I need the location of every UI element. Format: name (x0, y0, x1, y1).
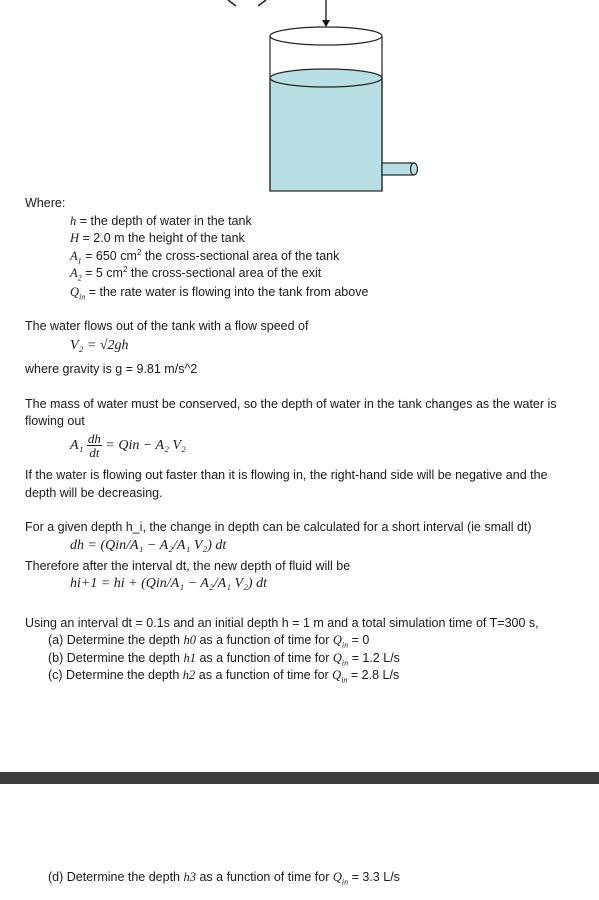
definition-A1: $A_1 = 650$ $cm^2$ the cross-sectional area of the tank (70, 247, 340, 266)
mass-text-2: flowing out (25, 414, 85, 428)
task-c: (c) Determine the depth h2 as a function of time for $Q_{in} = 2.8$ L/s (48, 668, 400, 685)
definition-h: h = the depth of water in the tank (70, 214, 252, 228)
therefore-text: Therefore after the interval dt, the new depth of fluid will be (25, 559, 351, 573)
task-d: (d) Determine the depth h3 as a function of time for $Q_{in} = 3.3$ L/s (48, 870, 400, 887)
flow-text: The water flows out of the tank with a flow speed of (25, 319, 309, 333)
using-text: Using an interval dt = 0.1s and an initial depth h = 1 m and a total simulation time of T=300 s, (25, 616, 539, 630)
equation-v2: V₂ = √2gh (70, 338, 129, 353)
page-divider (0, 772, 599, 784)
task-a: (a) Determine the depth h0 as a function of time for $Q_{in} = 0$ (48, 633, 370, 650)
tank-diagram (0, 0, 599, 200)
definition-Qin: $Q_{in}$ = the rate water is flowing into the tank from above (70, 285, 369, 302)
cropped-figure-edge (228, 0, 266, 6)
mass-text-1: The mass of water must be conserved, so the depth of water in the tank changes as the water is (25, 397, 557, 411)
definition-A2: $A_2 = 5$ $cm^2$ the cross-sectional area of the exit (70, 264, 322, 283)
equation-mass: A₁ $\frac{dh}{dt}$ = Qin − A₂ V₂ (70, 431, 186, 460)
given-text: For a given depth h_i, the change in depth can be calculated for a short interval (ie small dt) (25, 520, 532, 534)
inflow-arrow-head (322, 20, 330, 27)
faster-text-1: If the water is flowing out faster than it is flowing in, the right-hand side will be negative and the (25, 468, 548, 482)
definition-H: H = 2.0 m the height of the tank (70, 231, 245, 245)
tank-water (270, 78, 382, 191)
where-label: Where: (25, 196, 66, 210)
equation-dh: dh = (Qin/A₁ − A₂/A₁ V₂) dt (70, 538, 227, 553)
outlet-pipe (382, 163, 414, 175)
faster-text-2: depth will be decreasing. (25, 486, 163, 500)
task-b: (b) Determine the depth h1 as a function of time for $Q_{in} = 1.2$ L/s (48, 651, 400, 668)
outlet-pipe-end (411, 163, 418, 175)
tank-rim (270, 27, 382, 45)
water-surface (270, 69, 382, 87)
gravity-text: where gravity is g = 9.81 m/s^2 (25, 362, 198, 376)
fraction-dh-dt: $\frac{dh}{dt}$ (87, 431, 101, 460)
equation-hnext: hi+1 = hi + (Qin/A₁ − A₂/A₁ V₂) dt (70, 576, 267, 591)
